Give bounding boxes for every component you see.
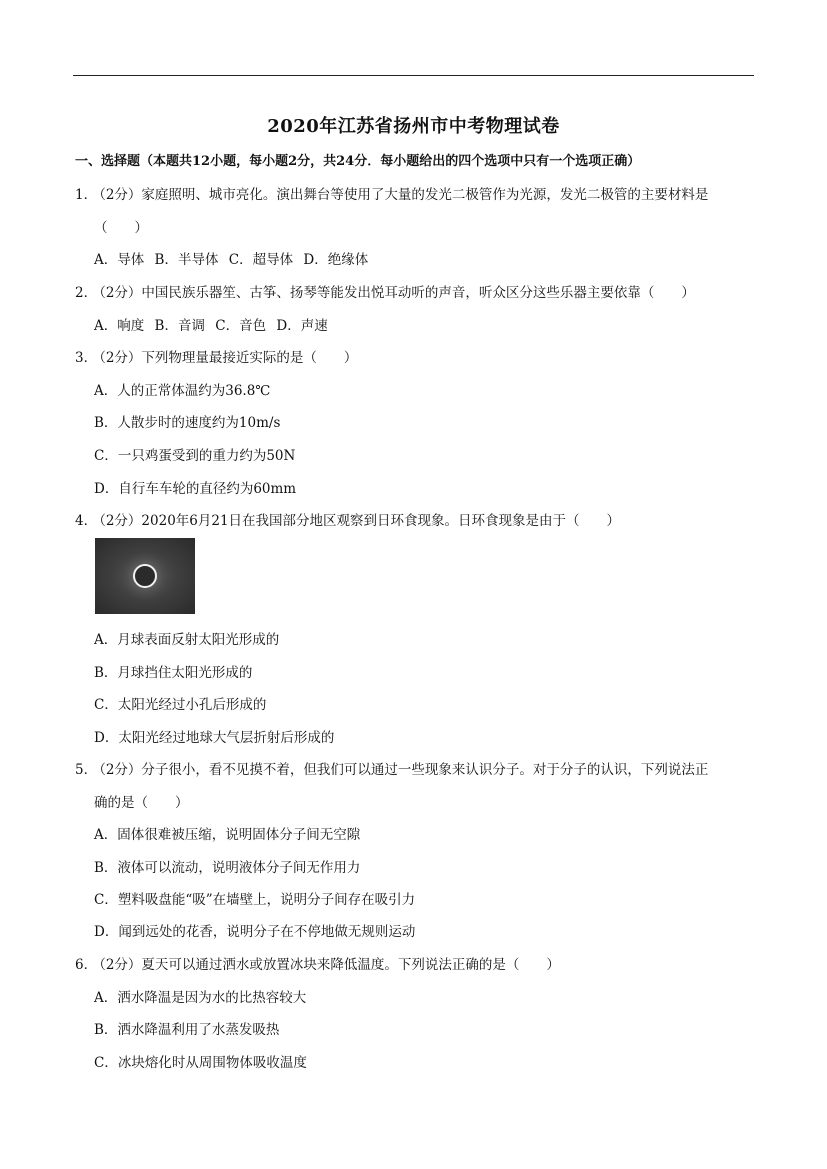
- question-1-stem: 1． （2分）家庭照明、城市亮化。演出舞台等使用了大量的发光二极管作为光源，发光二极管的主要材料是: [75, 187, 709, 203]
- q4-option-c: C．太阳光经过小孔后形成的: [94, 697, 267, 713]
- q2-option-d: D．声速: [276, 318, 328, 334]
- q2-option-c: C．音色: [215, 318, 267, 334]
- q3-option-c: C．一只鸡蛋受到的重力约为50N: [94, 448, 296, 464]
- q1-option-d: D．绝缘体: [303, 252, 369, 268]
- question-3-stem: 3． （2分）下列物理量最接近实际的是（ ）: [75, 350, 358, 366]
- q1-option-b: B．半导体: [154, 252, 219, 268]
- q4-option-b: B．月球挡住太阳光形成的: [94, 665, 253, 681]
- page-title: 2020年江苏省扬州市中考物理试卷: [267, 116, 560, 137]
- q1-option-c: C．超导体: [228, 252, 294, 268]
- question-6-stem: 6． （2分）夏天可以通过洒水或放置冰块来降低温度。下列说法正确的是（ ）: [75, 957, 560, 973]
- q6-option-c: C．冰块熔化时从周围物体吸收温度: [94, 1055, 307, 1071]
- annular-eclipse-photo: [95, 538, 195, 614]
- q4-option-d: D．太阳光经过地球大气层折射后形成的: [94, 730, 335, 746]
- question-1-options: [94, 248, 374, 268]
- q3-option-a: A．人的正常体温约为36.8℃: [94, 383, 271, 399]
- question-5-stem: 5． （2分）分子很小，看不见摸不着，但我们可以通过一些现象来认识分子。对于分子的认识，下列说法正: [75, 762, 709, 778]
- q5-option-c: C．塑料吸盘能“吸”在墙壁上，说明分子间存在吸引力: [94, 892, 416, 908]
- section-heading: 一、选择题（本题共12小题，每小题2分，共24分．每小题给出的四个选项中只有一个选项正确）: [75, 154, 641, 169]
- question-1-stem-cont: （ ）: [94, 220, 148, 236]
- q2-option-b: B．音调: [154, 318, 205, 334]
- q2-option-a: A．响度: [94, 318, 145, 334]
- question-4-stem: 4． （2分）2020年6月21日在我国部分地区观察到日环食现象。日环食现象是由于（ ）: [75, 513, 621, 529]
- q3-option-b: B．人散步时的速度约为10m/s: [94, 415, 281, 431]
- q4-option-a: A．月球表面反射太阳光形成的: [94, 632, 280, 648]
- q6-option-a: A．洒水降温是因为水的比热容较大: [94, 990, 307, 1006]
- question-2-stem: 2． （2分）中国民族乐器笙、古筝、扬琴等能发出悦耳动听的声音，听众区分这些乐器主要依靠（ ）: [75, 285, 695, 301]
- q6-option-b: B．洒水降温利用了水蒸发吸热: [94, 1022, 280, 1038]
- header-rule: [73, 75, 754, 76]
- q5-option-b: B．液体可以流动，说明液体分子间无作用力: [94, 860, 361, 876]
- q5-option-a: A．固体很难被压缩，说明固体分子间无空隙: [94, 827, 361, 843]
- question-5-stem-cont: 确的是（ ）: [94, 795, 189, 811]
- q1-option-a: A．导体: [94, 252, 145, 268]
- question-2-options: [94, 314, 334, 334]
- q5-option-d: D．闻到远处的花香，说明分子在不停地做无规则运动: [94, 924, 416, 940]
- q3-option-d: D．自行车车轮的直径约为60mm: [94, 481, 297, 497]
